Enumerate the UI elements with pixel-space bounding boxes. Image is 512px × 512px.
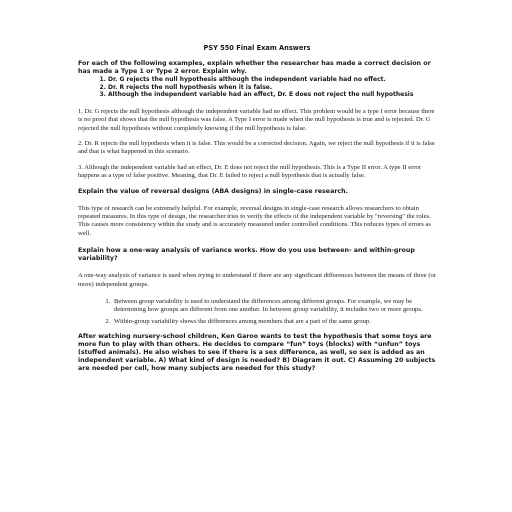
question-2-prompt: Explain the value of reversal designs (ABA designs) in single-case research.: [78, 187, 349, 195]
document-page: [78, 44, 436, 373]
question-1-list: [78, 76, 436, 99]
question-3-answer: A one-way analysis of variance is used when trying to understand if there are any significant differences between the means of three (or more) independent groups.: [78, 272, 437, 288]
question-1-item: 2. Dr. R rejects the null hypothesis when it is false.: [108, 84, 436, 92]
document-title: PSY 550 Final Exam Answers: [203, 44, 311, 52]
question-3-item: 1. Between group variability is used to understand the differences among different groups. For example, we may be determining how groups are different from one another. In between group variability, it includes two or more groups.: [112, 298, 436, 315]
question-4-prompt: After watching nursery-school children, Ken Garoo wants to test the hypothesis that some toys are more fun to play with than others. He decides to compare “fun” toys (blocks) with “unfun” toys (stuffed animals). He also wishes to see if there is a sex difference, as well, so sex is added as an independent variable. A) What kind of design is needed? B) Diagram it out. C) Assuming 20 subjects are needed per cell, how many subjects are needed for this study?: [78, 333, 436, 373]
question-3-prompt: Explain how a one-way analysis of variance works. How do you use between- and within-group variability?: [78, 247, 415, 263]
question-3-list: [78, 298, 436, 326]
question-1-item: 3. Although the independent variable had an effect, Dr. E does not reject the null hypothesis: [108, 91, 436, 99]
question-1-item: 1. Dr. G rejects the null hypothesis although the independent variable had no effect.: [108, 76, 436, 84]
answer-1-paragraph: 1. Dr. G rejects the null hypothesis although the independent variable had no effect. This problem would be a type I error because there is no proof that shows that the null hypothesis was false. A Type I error is made when the null hypothesis is true and is rejected. Dr. G rejected the null hypothesis without completely knowing if the null hypothesis is false.: [78, 107, 435, 132]
question-1-prompt: For each of the following examples, explain whether the researcher has made a correct decision or has made a Type 1 or Type 2 error. Explain why.: [78, 60, 431, 75]
answer-3-paragraph: 3. Although the independent variable had an effect, Dr. E does not reject the null hypothesis. This is a Type II error. A type II error happens as a type of false positive. Meaning, that Dr. E failed to reject a null hypothesis that is actually false.: [78, 163, 422, 180]
question-2-answer: This type of research can be extremely helpful. For example, reversal designs in single-case research allows researchers to obtain repeated measures. In this type of design, the researcher tries to verify the effects of the independent variable by "reversing" the roles. This causes more consistency within the study and is accurately measured under controlled conditions. This reduces types of errors as well.: [78, 204, 431, 237]
answer-2-paragraph: 2. Dr. R rejects the null hypothesis when it is false. This would be a corrected decision. Again, we reject the null hypothesis if it is false and that is what happened in this scenario.: [78, 140, 435, 156]
question-3-item: 2. Within-group variability shows the differences among members that are a part of the same group.: [112, 318, 436, 326]
